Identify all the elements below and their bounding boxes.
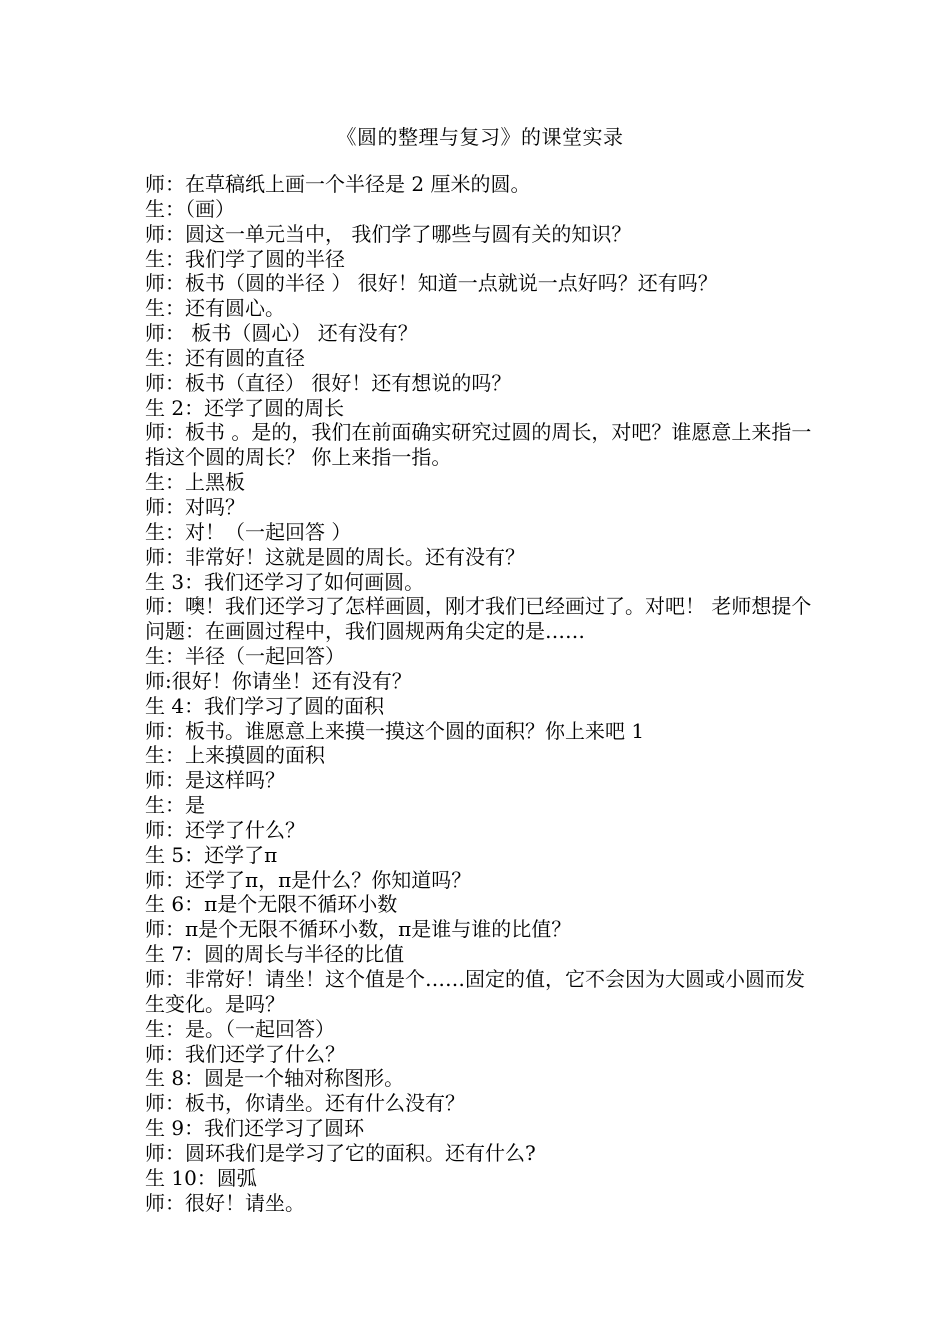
transcript-line: 师：是这样吗？ xyxy=(145,768,285,793)
transcript-line: 师：对吗？ xyxy=(145,494,245,519)
transcript-line: 生：我们学了圆的半径 xyxy=(145,246,345,271)
transcript-line: 师：板书（直径） 很好！还有想说的吗？ xyxy=(145,370,512,395)
transcript-line: 生：上黑板 xyxy=(145,470,245,495)
transcript-line: 生 4：我们学习了圆的面积 xyxy=(145,693,385,718)
transcript-line: 生 9：我们还学习了圆环 xyxy=(145,1116,365,1141)
transcript-line: 生 3：我们还学习了如何画圆。 xyxy=(145,569,425,594)
document-title: 《圆的整理与复习》的课堂实录 xyxy=(336,125,624,149)
transcript-line: 师：在草稿纸上画一个半径是 2 厘米的圆。 xyxy=(145,172,531,196)
transcript-line: 生：对！（一起回答 ） xyxy=(145,519,352,544)
transcript-line: 师：我们还学了什么？ xyxy=(145,1041,345,1066)
transcript-line: 师： 板书（圆心） 还有没有？ xyxy=(145,321,418,346)
transcript-line: 师：圆环我们是学习了它的面积。还有什么? xyxy=(145,1140,536,1165)
transcript-line: 生 10：圆弧 xyxy=(145,1165,257,1190)
transcript-line: 生 7：圆的周长与半径的比值 xyxy=(145,942,405,967)
transcript-line: 生：是 xyxy=(145,793,205,818)
transcript-line: 生：是。（一起回答） xyxy=(145,1016,335,1041)
transcript-line: 生：还有圆心。 xyxy=(145,296,285,321)
transcript-line: 师：板书（圆的半径 ） 很好！知道一点就说一点好吗？还有吗？ xyxy=(145,271,718,296)
transcript-line: 师：圆这一单元当中， 我们学了哪些与圆有关的知识？ xyxy=(145,221,632,246)
transcript-line: 师：很好！请坐。 xyxy=(145,1190,305,1215)
transcript-line: 师：还学了什么？ xyxy=(145,817,305,842)
transcript-line: 生 6：π是个无限不循环小数 xyxy=(145,892,398,917)
transcript-line: 师：板书 。是的，我们在前面确实研究过圆的周长，对吧？谁愿意上来指一指这个圆的周长？ 你上来指一指。 xyxy=(145,420,812,470)
transcript-line: 师：噢！我们还学习了怎样画圆，刚才我们已经画过了。对吧！ 老师想提个问题：在画圆过程中，我们圆规两角尖定的是…… xyxy=(145,594,812,644)
transcript-line: 师：非常好！请坐！这个值是个……固定的值，它不会因为大圆或小圆而发生变化。是吗？ xyxy=(145,967,805,1016)
transcript-line: 师：非常好！这就是圆的周长。还有没有？ xyxy=(145,544,525,569)
transcript-line: 师：板书。谁愿意上来摸一摸这个圆的面积？你上来吧 1 xyxy=(145,718,645,743)
transcript-line: 师:很好！你请坐！还有没有？ xyxy=(145,668,412,693)
transcript-line: 生：还有圆的直径 xyxy=(145,345,305,370)
transcript-line: 生：半径（一起回答） xyxy=(145,644,345,669)
transcript xyxy=(145,172,813,1215)
transcript-line: 师：π是个无限不循环小数，π是谁与谁的比值？ xyxy=(145,917,572,942)
transcript-line: 生：（画） xyxy=(145,196,235,221)
transcript-line: 师：板书，你请坐。还有什么没有？ xyxy=(145,1091,465,1116)
transcript-line: 生：上来摸圆的面积 xyxy=(145,743,325,768)
transcript-line: 师：还学了π，π是什么？你知道吗？ xyxy=(145,867,472,892)
transcript-line: 生 2：还学了圆的周长 xyxy=(145,395,345,420)
transcript-line: 生 8：圆是一个轴对称图形。 xyxy=(145,1066,405,1091)
transcript-line: 生 5：还学了π xyxy=(145,842,278,867)
